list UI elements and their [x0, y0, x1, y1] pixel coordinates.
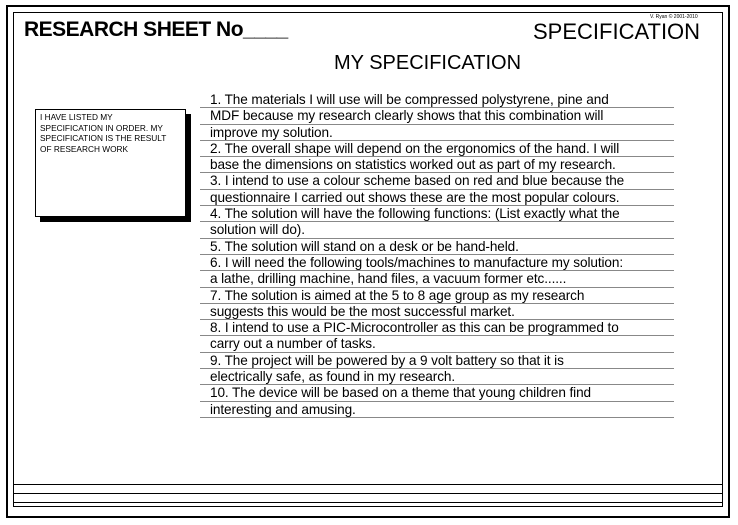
spec-line: MDF because my research clearly shows that this combination will — [200, 108, 674, 124]
spec-line: solution will do). — [200, 222, 674, 238]
research-sheet-title: RESEARCH SHEET No____ — [24, 18, 288, 41]
note-line: I HAVE LISTED MY — [40, 112, 113, 122]
spec-line: questionnaire I carried out shows these are the most popular colours. — [200, 190, 674, 206]
spec-line: improve my solution. — [200, 125, 674, 141]
spec-line: 5. The solution will stand on a desk or be hand-held. — [200, 239, 674, 255]
spec-line: 1. The materials I will use will be compressed polystyrene, pine and — [200, 92, 674, 108]
sheet-type-label: SPECIFICATION — [533, 19, 701, 44]
spec-line: carry out a number of tasks. — [200, 336, 674, 352]
title-block-rule — [13, 502, 723, 503]
note-line: SPECIFICATION IS THE RESULT — [40, 133, 167, 143]
spec-line: 6. I will need the following tools/machines to manufacture my solution: — [200, 255, 674, 271]
spec-line: a lathe, drilling machine, hand files, a vacuum former etc...... — [200, 271, 674, 287]
spec-line: base the dimensions on statistics worked out as part of my research. — [200, 157, 674, 173]
spec-line: 10. The device will be based on a theme that young children find — [200, 385, 674, 401]
note-box — [35, 109, 186, 217]
spec-line: suggests this would be the most successful market. — [200, 304, 674, 320]
title-block-rules — [13, 484, 723, 504]
title-block-rule — [13, 484, 723, 485]
spec-line: 9. The project will be powered by a 9 volt battery so that it is — [200, 353, 674, 369]
title-block-rule — [13, 493, 723, 494]
specification-list — [200, 92, 674, 418]
spec-line: 2. The overall shape will depend on the ergonomics of the hand. I will — [200, 141, 674, 157]
note-line: SPECIFICATION IN ORDER. MY — [40, 122, 163, 133]
spec-line: 8. I intend to use a PIC-Microcontroller as this can be programmed to — [200, 320, 674, 336]
spec-line: interesting and amusing. — [200, 402, 674, 418]
note-line: OF RESEARCH WORK — [40, 143, 129, 154]
spec-line: electrically safe, as found in my research. — [200, 369, 674, 385]
spec-line: 7. The solution is aimed at the 5 to 8 age group as my research — [200, 288, 674, 304]
spec-line: 3. I intend to use a colour scheme based on red and blue because the — [200, 173, 674, 189]
copyright-notice: V. Ryan © 2001-2010 — [650, 14, 698, 20]
page-heading: MY SPECIFICATION — [334, 52, 522, 74]
spec-line: 4. The solution will have the following functions: (List exactly what the — [200, 206, 674, 222]
